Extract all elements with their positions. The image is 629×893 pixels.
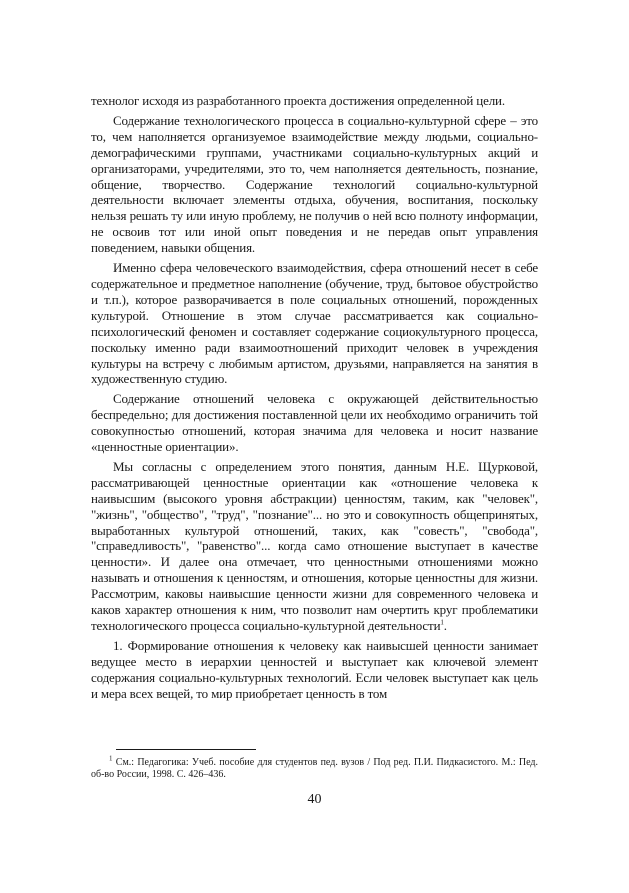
paragraph-6: 1. Формирование отношения к человеку как наивысшей ценности занимает ведущее место в иерархии ценностей и выступает как ключевой элемент содержания социально-культурных технологий. Если человек выступает как цель и мера всех вещей, то мир приобретает ценность в том: [91, 637, 538, 701]
paragraph-1: технолог исходя из разработанного проекта достижения определенной цели.: [91, 93, 505, 108]
paragraph-5: Мы согласны с определением этого понятия, данным Н.Е. Щурковой, рассматривающей ценностные ориентации как «отношение человека к наивысшим (высокого уровня абстракции) ценностям, таким, как "человек", "жизнь", "общество", "труд", "познание"... но это и совокупность общепринятых, выработанных культурой отношений, таких, как "совесть", "свобода", "справедливость", "равенство"... когда само отношение выступает в качестве ценности». И далее она отмечает, что ценностными отношениями можно называть и отношения к ценностям, и отношения, которые ценностны для жизни. Рассмотрим, каковы наивысшие ценности жизни для современного человека и каков характер отношения к ним, что позволит нам очертить круг проблематики технологического процесса социально-культурной деятельности$^1$.: [91, 458, 538, 633]
footnote-text: См.: Педагогика: Учеб. пособие для студентов пед. вузов / Под ред. П.И. Пидкасистого. М.: Пед. об-во России, 1998. С. 426–436.: [91, 757, 539, 780]
paragraph-5-text: Мы согласны с определением этого понятия, данным Н.Е. Щурковой, рассматривающей ценностные ориентации как «отношение человека к наивысшим (высокого уровня абстракции) ценностям, таким, как "человек", "жизнь", "общество", "труд", "познание"... но это и совокупность общепринятых, выработанных культурой отношений, таких, как "совесть", "свобода", "справедливость", "равенство"... когда само отношение выступает в качестве ценности». И далее она отмечает, что ценностными отношениями можно называть и отношения к ценностям, и отношения, которые ценностны для жизни. Рассмотрим, каковы наивысшие ценности жизни для современного человека и каков характер отношения к ним, что позволит нам очертить круг проблематики технологического процесса социально-культурной деятельности: [91, 458, 538, 633]
paragraph-4: Содержание отношений человека с окружающей действительностью беспредельно; для достижения поставленной цели их необходимо ограничить той совокупностью отношений, которая значима для человека и носит название «ценностные ориентации».: [91, 391, 538, 455]
page-number: 40: [307, 792, 322, 807]
paragraph-3: Именно сфера человеческого взаимодействия, сфера отношений несет в себе содержательное и предметное наполнение (обучение, труд, бытовое обустройство и т.п.), которое разворачивается в поле социальных отношений, порожденных культурой. Отношение в этом случае рассматривается как социально-психологический феномен и составляет содержание социокультурного процесса, поскольку именно ради взаимоотношений приходит человек в учреждения культуры на встречу с любимым артистом, друзьями, направляется на занятия в художественную студию.: [91, 260, 538, 387]
paragraph-2: Содержание технологического процесса в социально-культурной сфере – это то, чем наполняется организуемое взаимодействие между людьми, социально-демографическими группами, участниками социально-культурных акций и организаторами, учредителями, это то, чем наполняется деятельность, познание, общение, творчество. Содержание технологий социально-культурной деятельности включает элементы отдыха, обучения, воспитания, поскольку нельзя решать ту или иную проблему, не получив о ней всю полноту информации, не освоив тот или иной опыт поведения и не передав опыт управления поведением, навыки общения.: [91, 112, 538, 256]
body-text: [91, 93, 538, 706]
footnote-separator: [116, 749, 256, 750]
footnote: [91, 754, 539, 781]
footnote-reference: 1: [440, 618, 444, 627]
footnote-marker: 1: [109, 754, 113, 763]
